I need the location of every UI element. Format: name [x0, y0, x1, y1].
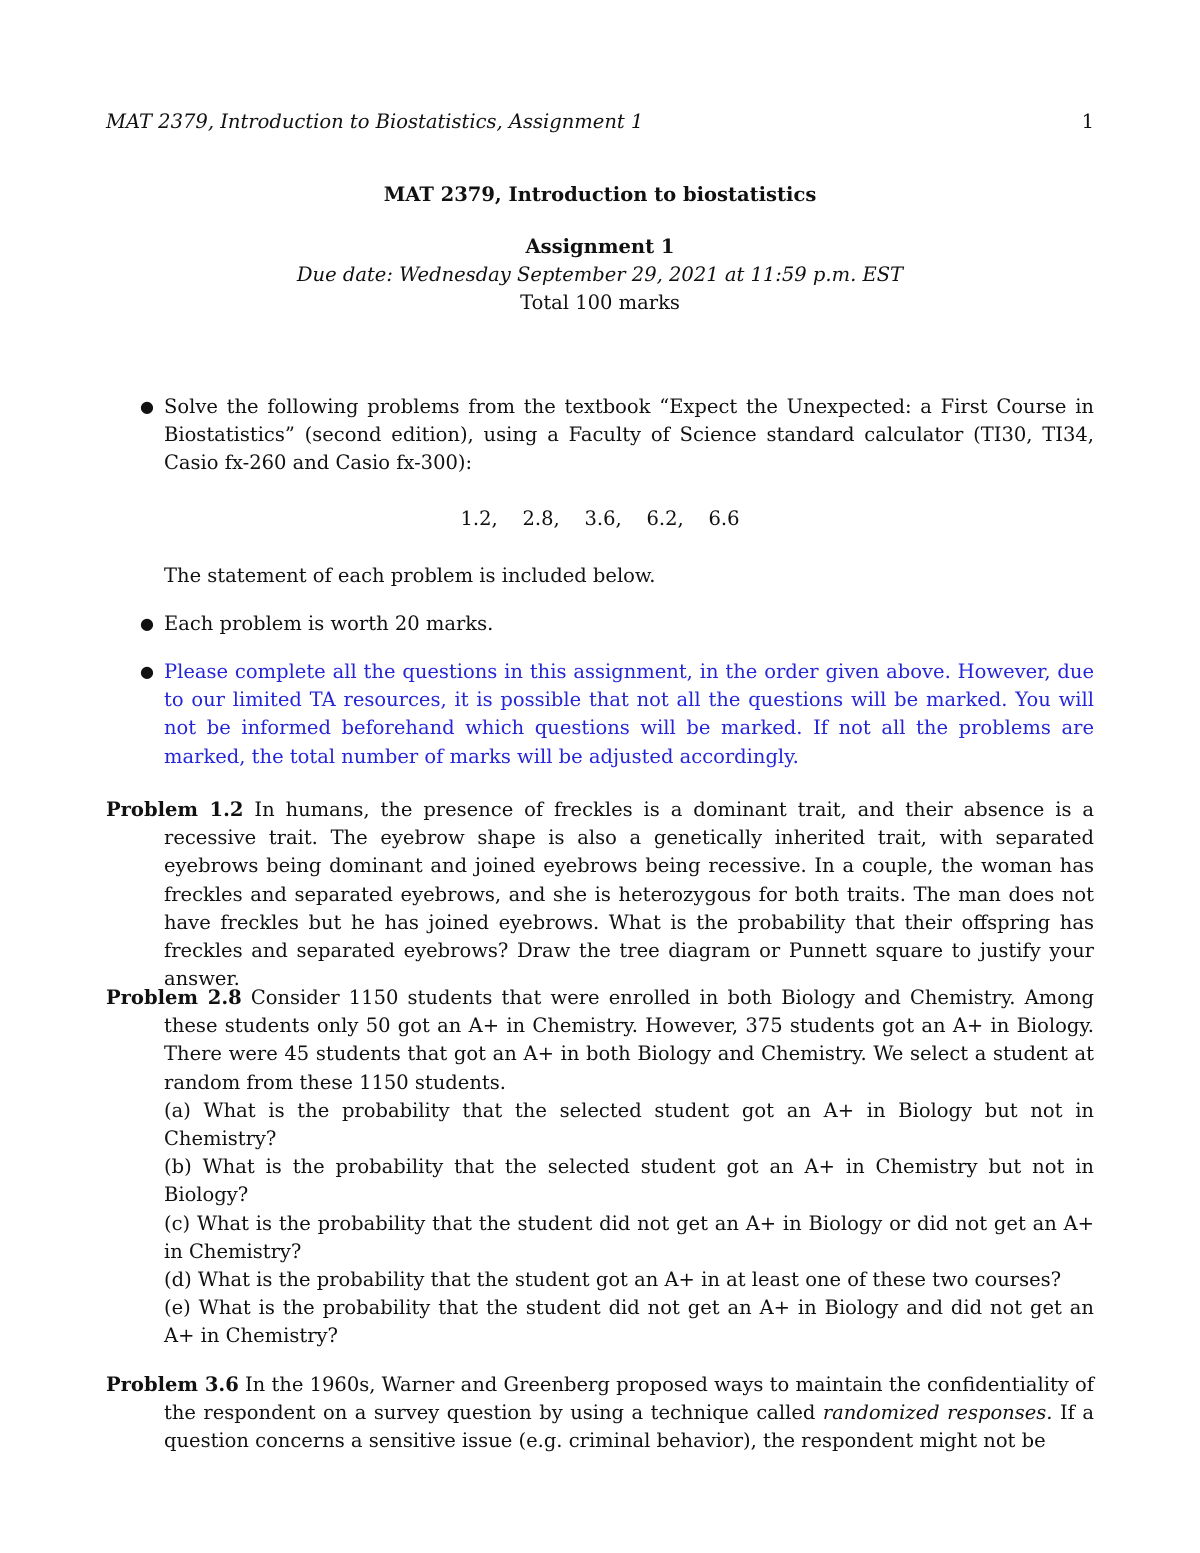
total-marks: Total 100 marks: [520, 291, 680, 314]
bullet-icon: ●: [140, 614, 154, 633]
problem-text: In the 1960s, Warner and Greenberg proposed ways to maintain the confidentiality of the respondent on a survey question by using a technique called: [164, 1373, 1094, 1425]
instruction-bullet-2: [140, 610, 1094, 638]
problem-3-6: [106, 1371, 1094, 1456]
problem-text-continued: If a question concerns a sensitive issue (e.g. criminal behavior), the respondent might not be: [164, 1401, 1095, 1453]
problem-part-b: (b) What is the probability that the selected student got an A+ in Chemistry but not in Biology?: [164, 1155, 1094, 1207]
statement-note: The statement of each problem is included below.: [164, 564, 656, 587]
instruction-bullet-1: [140, 393, 1094, 478]
bullet-icon: ●: [140, 662, 154, 681]
problem-label: Problem 3.6: [106, 1373, 239, 1396]
assignment-title: Assignment 1: [525, 235, 675, 258]
instruction-bullet-3: [140, 658, 1094, 771]
course-title: MAT 2379, Introduction to biostatistics: [383, 183, 817, 206]
problem-text: Consider 1150 students that were enrolled in both Biology and Chemistry. Among these students only 50 got an A+ in Chemistry. However, 375 students got an A+ in Biology. There were 45 students that got an A+ in both Biology and Chemistry. We select a student at random from these 1150 students.: [164, 986, 1094, 1094]
problem-part-e: (e) What is the probability that the student did not get an A+ in Biology and did not get an A+ in Chemistry?: [164, 1296, 1094, 1348]
instruction-text-2: Each problem is worth 20 marks.: [164, 612, 494, 635]
running-header: [106, 108, 1094, 136]
problem-part-d: (d) What is the probability that the student got an A+ in at least one of these two courses?: [164, 1268, 1062, 1292]
problem-label: Problem 1.2: [106, 798, 244, 821]
problem-emphasis: randomized responses.: [822, 1401, 1053, 1425]
bullet-icon: ●: [140, 397, 154, 416]
problem-2-8: [106, 984, 1094, 1351]
running-header-title: MAT 2379, Introduction to Biostatistics, Assignment 1: [106, 110, 644, 133]
instruction-text-1: Solve the following problems from the textbook “Expect the Unexpected: a First Course in Biostatistics” (second edition), using a Faculty of Science standard calculator (TI30, TI34, Casio fx-260 and Casio fx-300):: [164, 395, 1094, 475]
problem-label: Problem 2.8: [106, 986, 242, 1009]
instruction-text-3: Please complete all the questions in this assignment, in the order given above. However, due to our limited TA resources, it is possible that not all the questions will be marked. You will not be informed beforehand which questions will be marked. If not all the problems are marked, the total number of marks will be adjusted accordingly.: [164, 660, 1094, 768]
problem-text: In humans, the presence of freckles is a dominant trait, and their absence is a recessive trait. The eyebrow shape is also a genetically inherited trait, with separated eyebrows being dominant and joined eyebrows being recessive. In a couple, the woman has freckles and separated eyebrows, and she is heterozygous for both traits. The man does not have freckles but he has joined eyebrows. What is the probability that their offspring has freckles and separated eyebrows? Draw the tree diagram or Punnett square to justify your answer.: [164, 798, 1094, 991]
problem-part-a: (a) What is the probability that the selected student got an A+ in Biology but not in Chemistry?: [164, 1098, 1094, 1151]
page-number: 1: [1081, 110, 1094, 133]
due-date: Due date: Wednesday September 29, 2021 at 11:59 p.m. EST: [296, 263, 904, 286]
problem-1-2: [106, 796, 1094, 993]
problem-part-c: (c) What is the probability that the student did not get an A+ in Biology or did not get an A+ in Chemistry?: [164, 1211, 1094, 1263]
problem-list: 1.2, 2.8, 3.6, 6.2, 6.6: [460, 507, 740, 530]
